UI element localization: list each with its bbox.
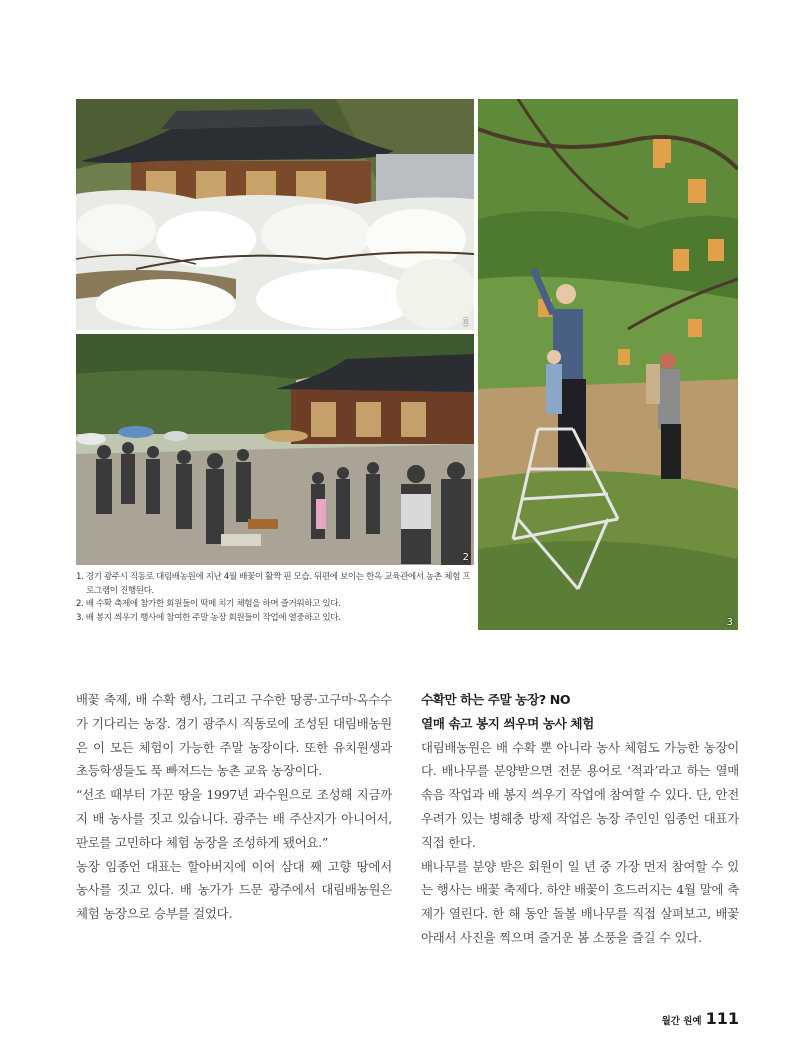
body-paragraph: 농장 임종언 대표는 할아버지에 이어 삼대 째 고향 땅에서 농사를 짓고 있다. 배 농가가 드문 광주에서 대림배농원은 체험 농장으로 승부를 걸었다. (76, 858, 392, 922)
photo-number: 3 (726, 617, 733, 628)
photo-hanok-pear-blossoms (76, 99, 474, 330)
article-column-left (76, 688, 392, 926)
body-paragraph: 대림배농원은 배 수확 뿐 아니라 농사 체험도 가능한 농장이다. 배나무를 분양받으면 전문 용어로 ‘적과’라고 하는 열매 솎음 작업과 배 봉지 씌우기 작업에 참여할 수 있다. 단, 안전 우려가 있는 병해충 방제 작업은 농장 주인인 임종언 대표가 직접 한다. (421, 739, 739, 850)
page-footer (662, 1009, 739, 1028)
photo-number: 2 (462, 552, 469, 563)
article-column-right (421, 688, 739, 950)
photo-number: 1 (462, 317, 469, 328)
section-heading-line2: 열매 솎고 봉지 씌우며 농사 체험 (421, 715, 594, 731)
body-paragraph: “선조 때부터 가꾼 땅을 1997년 과수원으로 조성해 지금까지 배 농사를 짓고 있습니다. 광주는 배 주산지가 아니어서, 판로를 고민하다 체험 농장을 조성하게 됐어요.” (76, 787, 392, 850)
caption-2: 2. 배 수확 축제에 참가한 회원들이 떡메 치기 체험을 하며 즐거워하고 있다. (76, 599, 341, 610)
caption-3: 3. 배 봉지 씌우기 행사에 참여한 주말 농장 회원들이 작업에 열중하고 있다. (76, 612, 341, 623)
caption-1: 1. 경기 광주시 직동로 대림배농원에 지난 4월 배꽃이 활짝 핀 모습. 뒤편에 보이는 한옥 교육관에서 농촌 체험 프로그램이 진행된다. (76, 572, 471, 596)
magazine-name: 월간 원예 (661, 1016, 702, 1027)
page-number: 111 (705, 1009, 739, 1028)
section-heading-line1: 수확만 하는 주말 농장? NO (421, 692, 571, 707)
body-paragraph: 배나무를 분양 받은 회원이 일 년 중 가장 먼저 참여할 수 있는 행사는 배꽃 축제다. 하얀 배꽃이 흐드러지는 4월 말에 축제가 열린다. 한 해 동안 돌볼 배나무를 직접 살펴보고, 배꽃 아래서 사진을 찍으며 즐거운 봄 소풍을 즐길 수 있다. (421, 858, 739, 945)
photo-festival-crowd (76, 334, 474, 565)
photo-pear-bagging (478, 99, 738, 630)
body-paragraph: 배꽃 축제, 배 수확 행사, 그리고 구수한 땅콩·고구마·옥수수가 기다리는 농장. 경기 광주시 직동로에 조성된 대림배농원은 이 모든 체험이 가능한 주말 농장이다. 또한 유치원생과 초등학생들도 푹 빠져드는 농촌 교육 농장이다. (76, 692, 392, 779)
photo-captions (76, 571, 476, 625)
